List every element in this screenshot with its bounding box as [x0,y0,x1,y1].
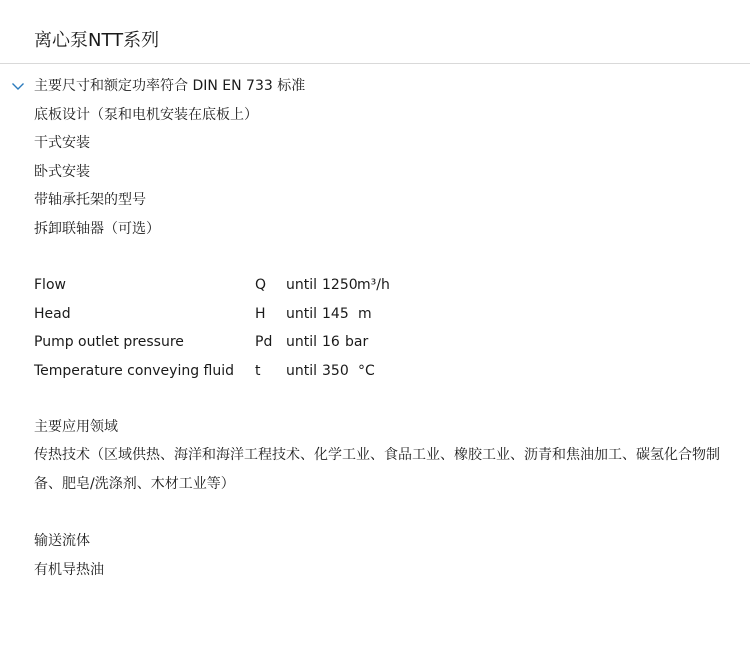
spec-unit: m [358,305,372,322]
spec-unit: bar [345,334,369,350]
page-title: 离心泵NTT系列 [34,30,160,51]
spec-qualifier: until [286,362,318,379]
spec-symbol: Q [255,277,267,293]
spec-qualifier: until [286,277,318,293]
feature-item: 带轴承托架的型号 [34,192,146,208]
spec-unit: m³/h [357,277,390,293]
spec-value: 350 [322,362,349,379]
applications-heading: 主要应用领域 [34,419,118,435]
fluids-text: 有机导热油 [34,561,104,578]
spec-name: Temperature conveying fluid [34,362,235,379]
spec-name: Flow [34,277,66,293]
spec-symbol: t [255,362,261,379]
spec-value: 145 [322,305,349,322]
spec-symbol: Pd [255,334,273,350]
spec-value: 1250 [322,277,358,293]
applications-text: 传热技术（区域供热、海洋和海洋工程技术、化学工业、食品工业、橡胶工业、沥青和焦油加工、碳氢化合物制备、肥皂/洗涤剂、木材工业等） [34,447,720,492]
spec-qualifier: until [286,305,318,322]
feature-item: 拆卸联轴器（可选） [34,220,160,237]
header-divider [0,63,750,64]
feature-item: 卧式安装 [34,163,90,180]
fluids-heading: 输送流体 [34,533,90,549]
spec-symbol: H [255,305,266,322]
spec-name: Pump outlet pressure [34,334,184,350]
spec-value: 16 [322,334,340,350]
spec-row-head [34,304,434,324]
spec-qualifier: until [286,334,318,350]
chevron-down-icon[interactable] [11,80,25,92]
feature-item: 底板设计（泵和电机安装在底板上） [34,106,258,123]
spec-unit: °C [358,362,375,379]
spec-row-flow [34,275,434,295]
spec-row-pressure [34,332,434,352]
feature-item: 干式安装 [34,135,90,151]
spec-name: Head [34,305,71,322]
spec-row-temperature [34,361,434,381]
feature-item: 主要尺寸和额定功率符合 DIN EN 733 标准 [34,78,306,94]
